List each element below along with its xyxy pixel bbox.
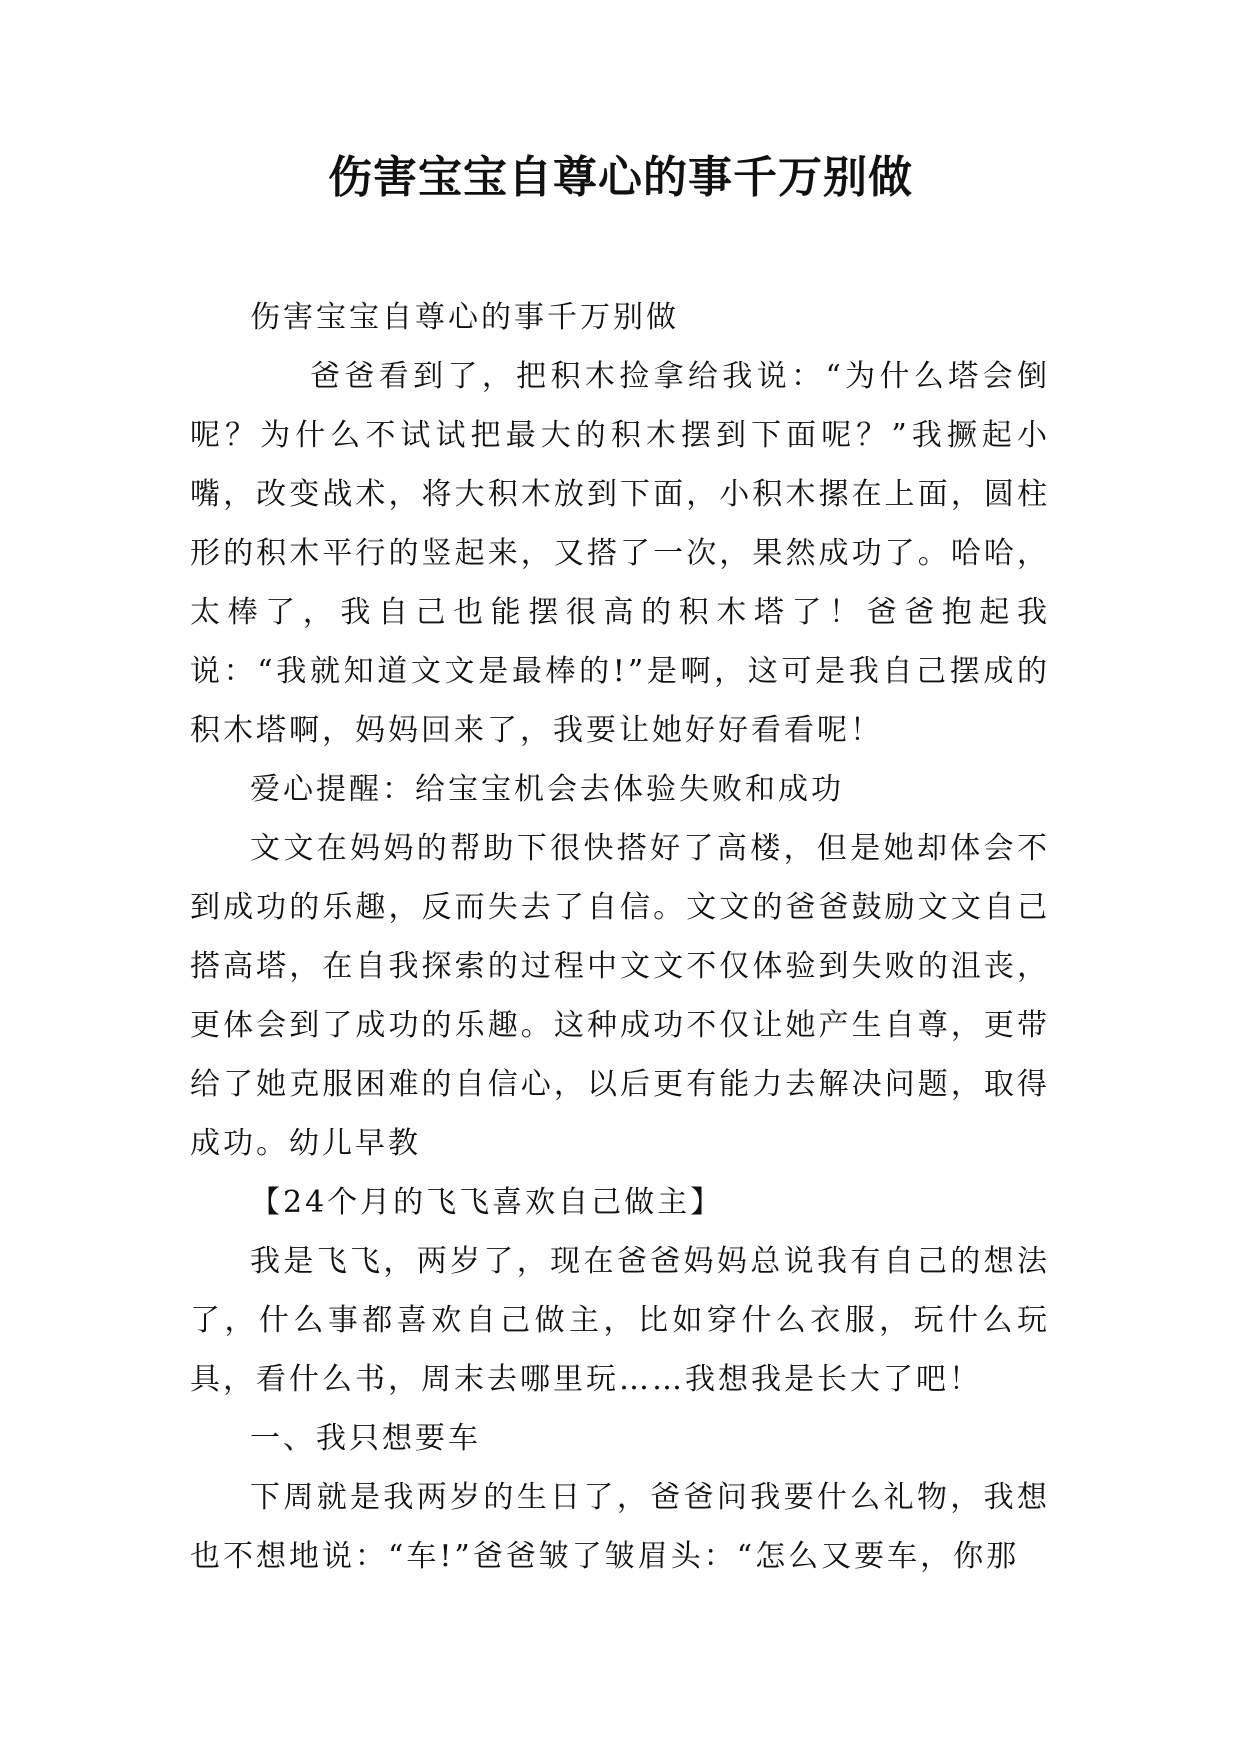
paragraph-heading: 【24个月的飞飞喜欢自己做主】 [250,1185,724,1220]
paragraph: 下周就是我两岁的生日了，爸爸问我要什么礼物，我想也不想地说：“车!”爸爸皱了皱眉头：“怎么又要车，你那 [190,1480,1050,1574]
document-title: 伤害宝宝自尊心的事千万别做 [328,152,913,203]
paragraph: 我是飞飞，两岁了，现在爸爸妈妈总说我有自己的想法了，什么事都喜欢自己做主，比如穿什么衣服，玩什么玩具，看什么书，周末去哪里玩……我想我是长大了吧！ [190,1244,1050,1397]
paragraph-subtitle: 伤害宝宝自尊心的事千万别做 [250,300,679,335]
paragraph-heading: 爱心提醒：给宝宝机会去体验失败和成功 [250,772,844,807]
paragraph: 爸爸看到了，把积木捡拿给我说：“为什么塔会倒呢？为什么不试试把最大的积木摆到下面呢？”我撅起小嘴，改变战术，将大积木放到下面，小积木摞在上面，圆柱形的积木平行的竖起来，又搭了一次，果然成功了。哈哈，太棒了，我自己也能摆很高的积木塔了！爸爸抱起我说：“我就知道文文是最棒的!”是啊，这可是我自己摆成的积木塔啊，妈妈回来了，我要让她好好看看呢！ [190,359,1050,748]
paragraph-heading: 一、我只想要车 [250,1421,481,1456]
document-body [190,288,1050,1586]
paragraph: 文文在妈妈的帮助下很快搭好了高楼，但是她却体会不到成功的乐趣，反而失去了自信。文文的爸爸鼓励文文自己搭高塔，在自我探索的过程中文文不仅体验到失败的沮丧，更体会到了成功的乐趣。这种成功不仅让她产生自尊，更带给了她克服困难的自信心，以后更有能力去解决问题，取得成功。幼儿早教 [190,831,1050,1161]
